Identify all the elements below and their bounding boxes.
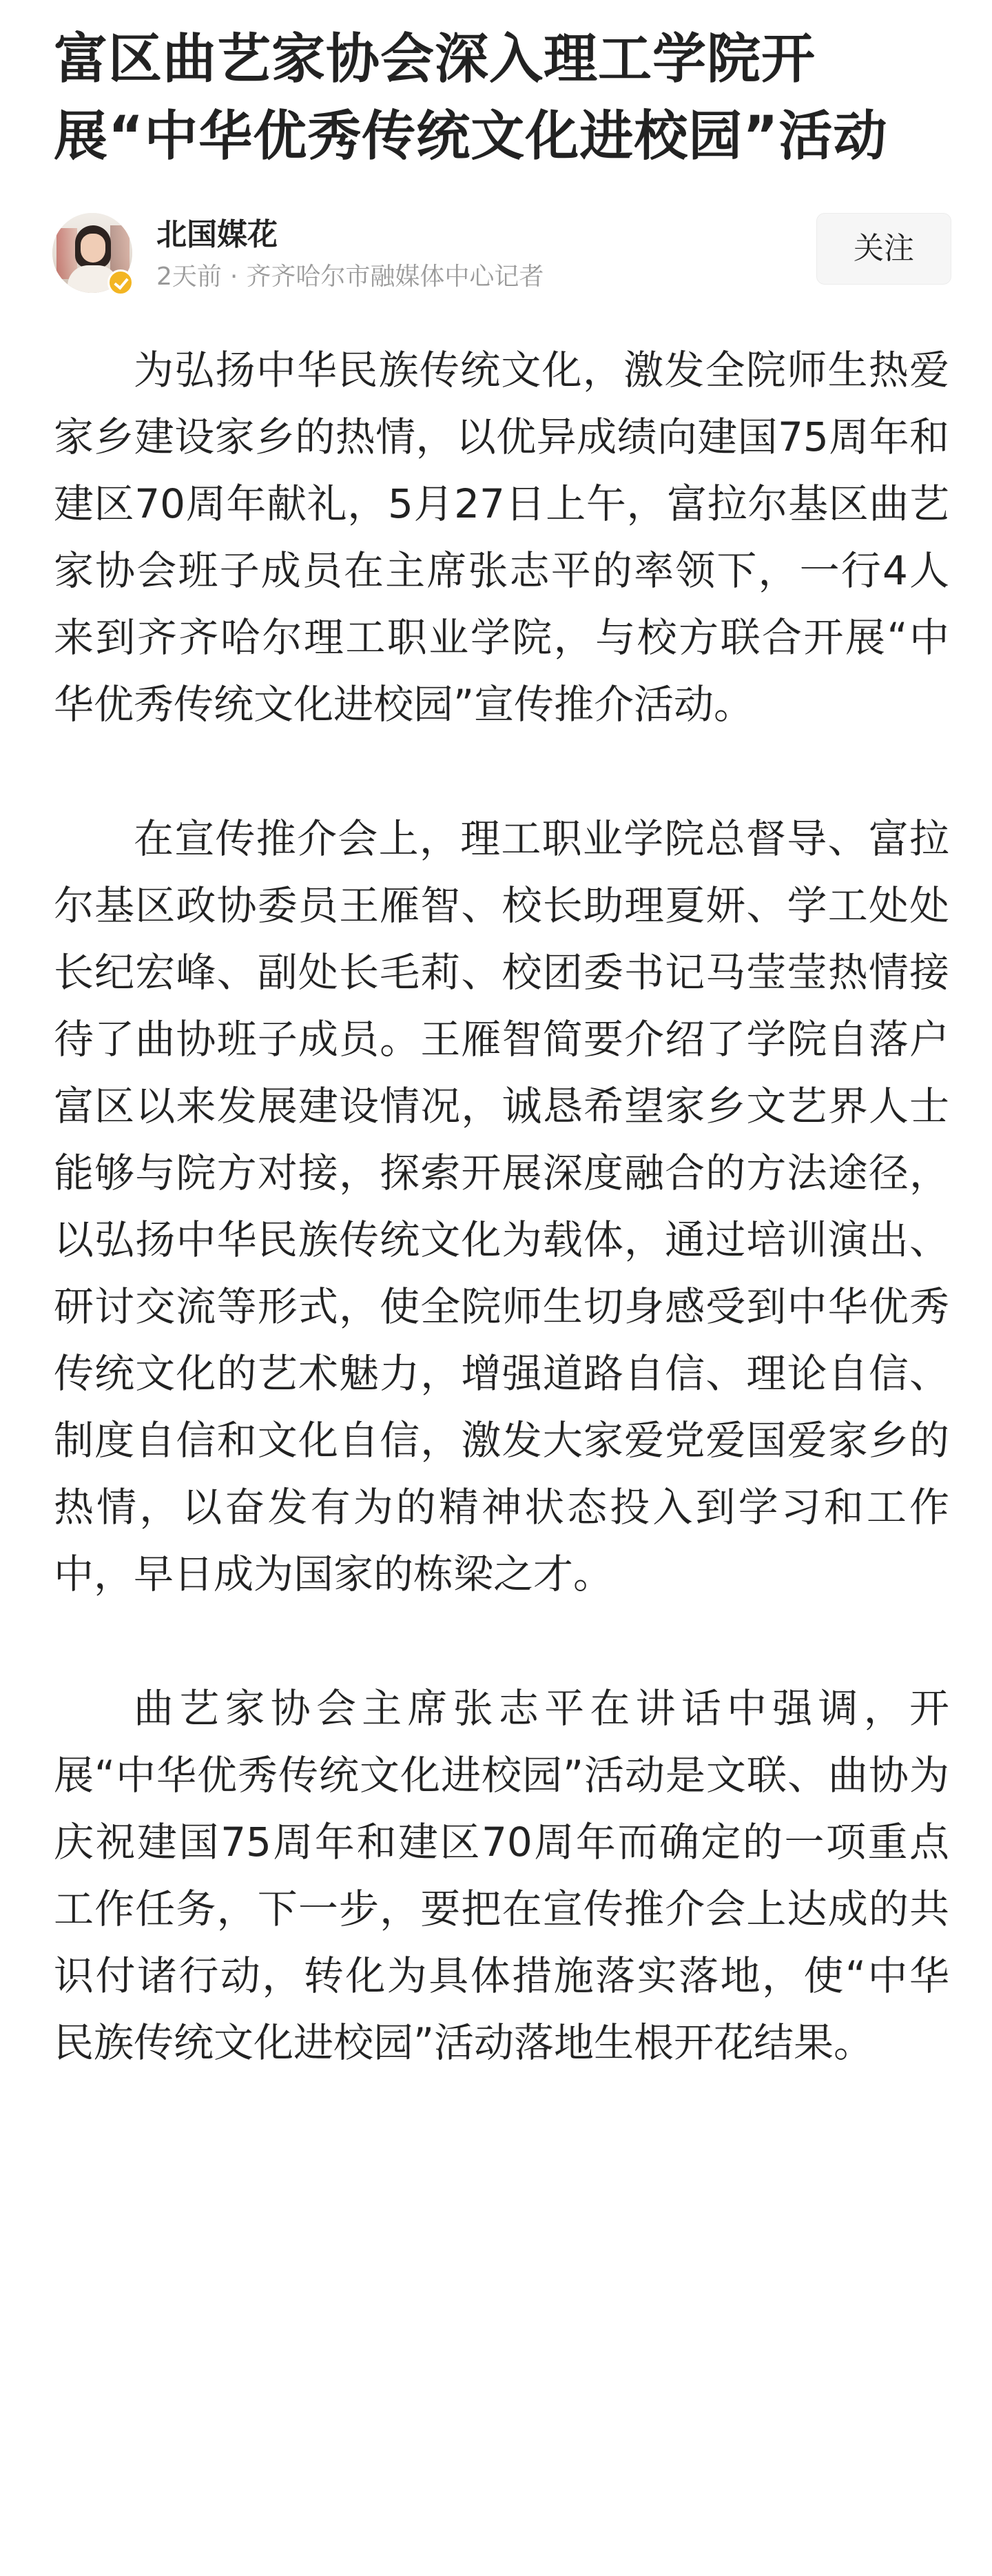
author-description: 齐齐哈尔市融媒体中心记者 [246, 263, 544, 291]
article-paragraph: 曲艺家协会主席张志平在讲话中强调，开展“中华优秀传统文化进校园”活动是文联、曲协为庆祝建国75周年和建区70周年而确定的一项重点工作任务，下一步，要把在宣传推介会上达成的共识付诸行动，转化为具体措施落实落地，使“中华民族传统文化进校园”活动落地生根开花结果。 [54, 1685, 949, 2066]
article [54, 0, 949, 2144]
follow-button[interactable]: 关注 [816, 213, 951, 285]
avatar-face [81, 234, 105, 263]
article-paragraph: 在宣传推介会上，理工职业学院总督导、富拉尔基区政协委员王雁智、校长助理夏妍、学工处处长纪宏峰、副处长毛莉、校团委书记马莹莹热情接待了曲协班子成员。王雁智简要介绍了学院自落户富区以来发展建设情况，诚恳希望家乡文艺界人士能够与院方对接，探索开展深度融合的方法途径，以弘扬中华民族传统文化为载体，通过培训演出、研讨交流等形式，使全院师生切身感受到中华优秀传统文化的艺术魅力，增强道路自信、理论自信、制度自信和文化自信，激发大家爱党爱国爱家乡的热情，以奋发有为的精神状态投入到学习和工作中，早日成为国家的栋梁之才。 [54, 815, 949, 1597]
author-meta [156, 261, 544, 293]
author-name[interactable]: 北国媒花 [156, 217, 278, 252]
article-title: 富区曲艺家协会深入理工学院开展“中华优秀传统文化进校园”活动 [54, 28, 888, 167]
meta-separator: · [229, 263, 238, 291]
article-paragraph: 为弘扬中华民族传统文化，激发全院师生热爱家乡建设家乡的热情，以优异成绩向建国75周年和建区70周年献礼，5月27日上午，富拉尔基区曲艺家协会班子成员在主席张志平的率领下，一行4人来到齐齐哈尔理工职业学院，与校方联合开展“中华优秀传统文化进校园”宣传推介活动。 [54, 347, 949, 728]
article-body [54, 337, 949, 2076]
author-bar [54, 213, 949, 304]
publish-time: 2天前 [156, 263, 222, 291]
verified-badge-icon [107, 269, 134, 296]
